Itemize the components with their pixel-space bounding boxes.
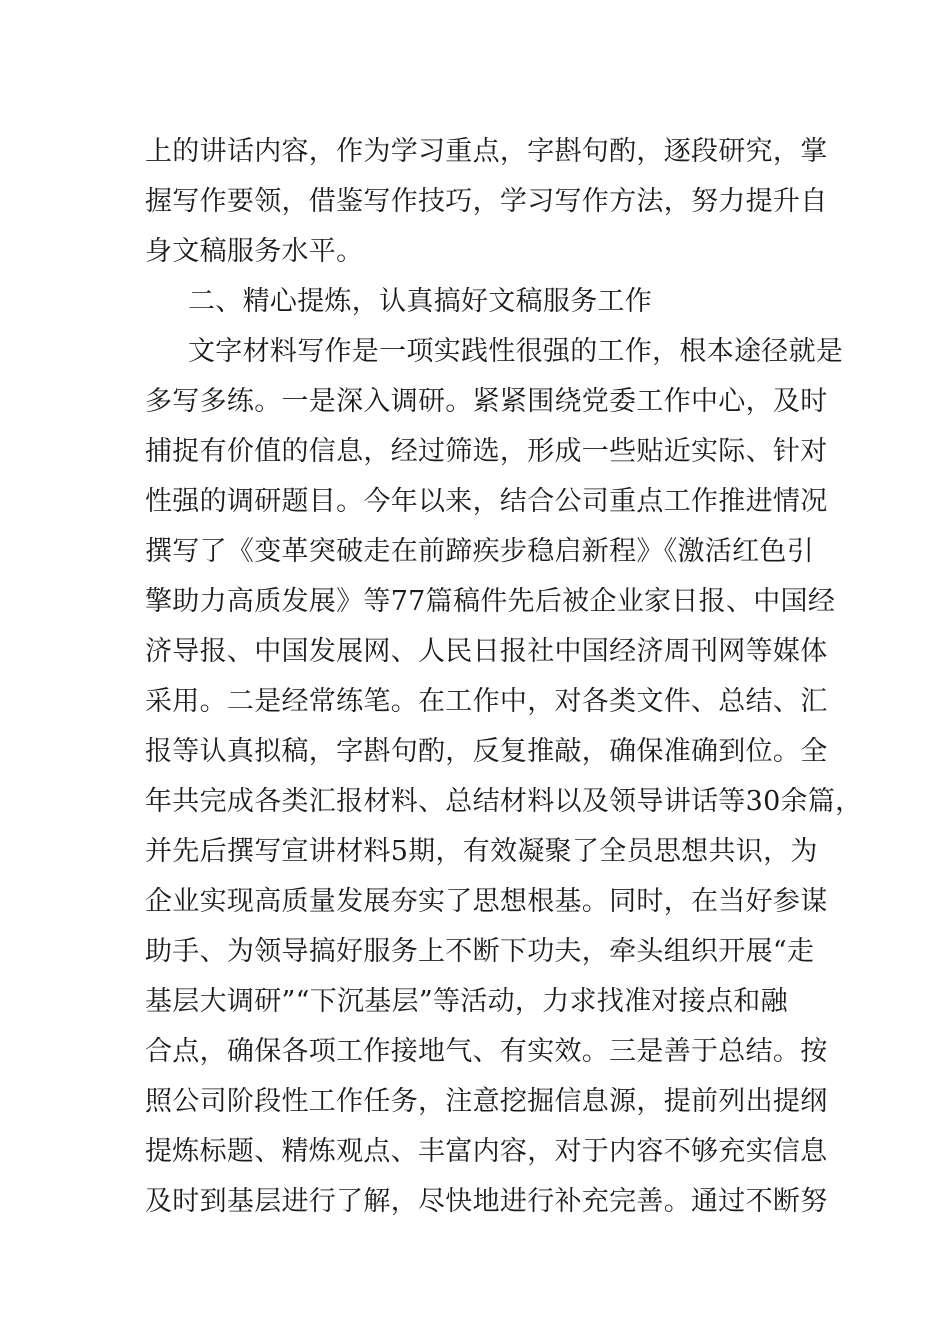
text-line: 济导报、中国发展网、人民日报社中国经济周刊网等媒体 [145,636,828,667]
text-line: 采用。二是经常练笔。在工作中，对各类文件、总结、汇 [145,686,828,717]
text-line: 提炼标题、精炼观点、丰富内容，对于内容不够充实信息 [145,1136,828,1167]
text-line: 多写多练。一是深入调研。紧紧围绕党委工作中心，及时 [145,386,828,417]
text-line: 企业实现高质量发展夯实了思想根基。同时，在当好参谋 [145,886,828,917]
text-line: 照公司阶段性工作任务，注意挖掘信息源，提前列出提纲 [145,1086,828,1117]
text-line: 助手、为领导搞好服务上不断下功夫，牵头组织开展“走 [145,936,815,967]
text-line: 撰写了《变革突破走在前蹄疾步稳启新程》《激活红色引 [145,536,814,567]
text-line: 擎助力高质发展》等77篇稿件先后被企业家日报、中国经 [145,586,836,617]
text-line: 性强的调研题目。今年以来，结合公司重点工作推进情况 [145,486,828,517]
text-line: 文字材料写作是一项实践性很强的工作，根本途径就是 [188,336,844,367]
section-heading: 二、精心提炼，认真搞好文稿服务工作 [188,286,653,317]
text-line: 捕捉有价值的信息，经过筛选，形成一些贴近实际、针对 [145,436,828,467]
text-line: 年共完成各类汇报材料、总结材料以及领导讲话等30余篇， [145,786,863,817]
text-line: 合点，确保各项工作接地气、有实效。三是善于总结。按 [145,1036,828,1067]
text-line: 身文稿服务水平。 [145,236,364,267]
text-line: 基层大调研”“下沉基层”等活动，力求找准对接点和融 [145,986,788,1017]
text-line: 握写作要领，借鉴写作技巧，学习写作方法，努力提升自 [145,186,828,217]
text-line: 及时到基层进行了解，尽快地进行补充完善。通过不断努 [145,1186,828,1217]
text-line: 报等认真拟稿，字斟句酌，反复推敲，确保准确到位。全 [145,736,828,767]
text-line: 并先后撰写宣讲材料5期，有效凝聚了全员思想共识，为 [145,836,818,867]
text-line: 上的讲话内容，作为学习重点，字斟句酌，逐段研究，掌 [145,136,828,167]
